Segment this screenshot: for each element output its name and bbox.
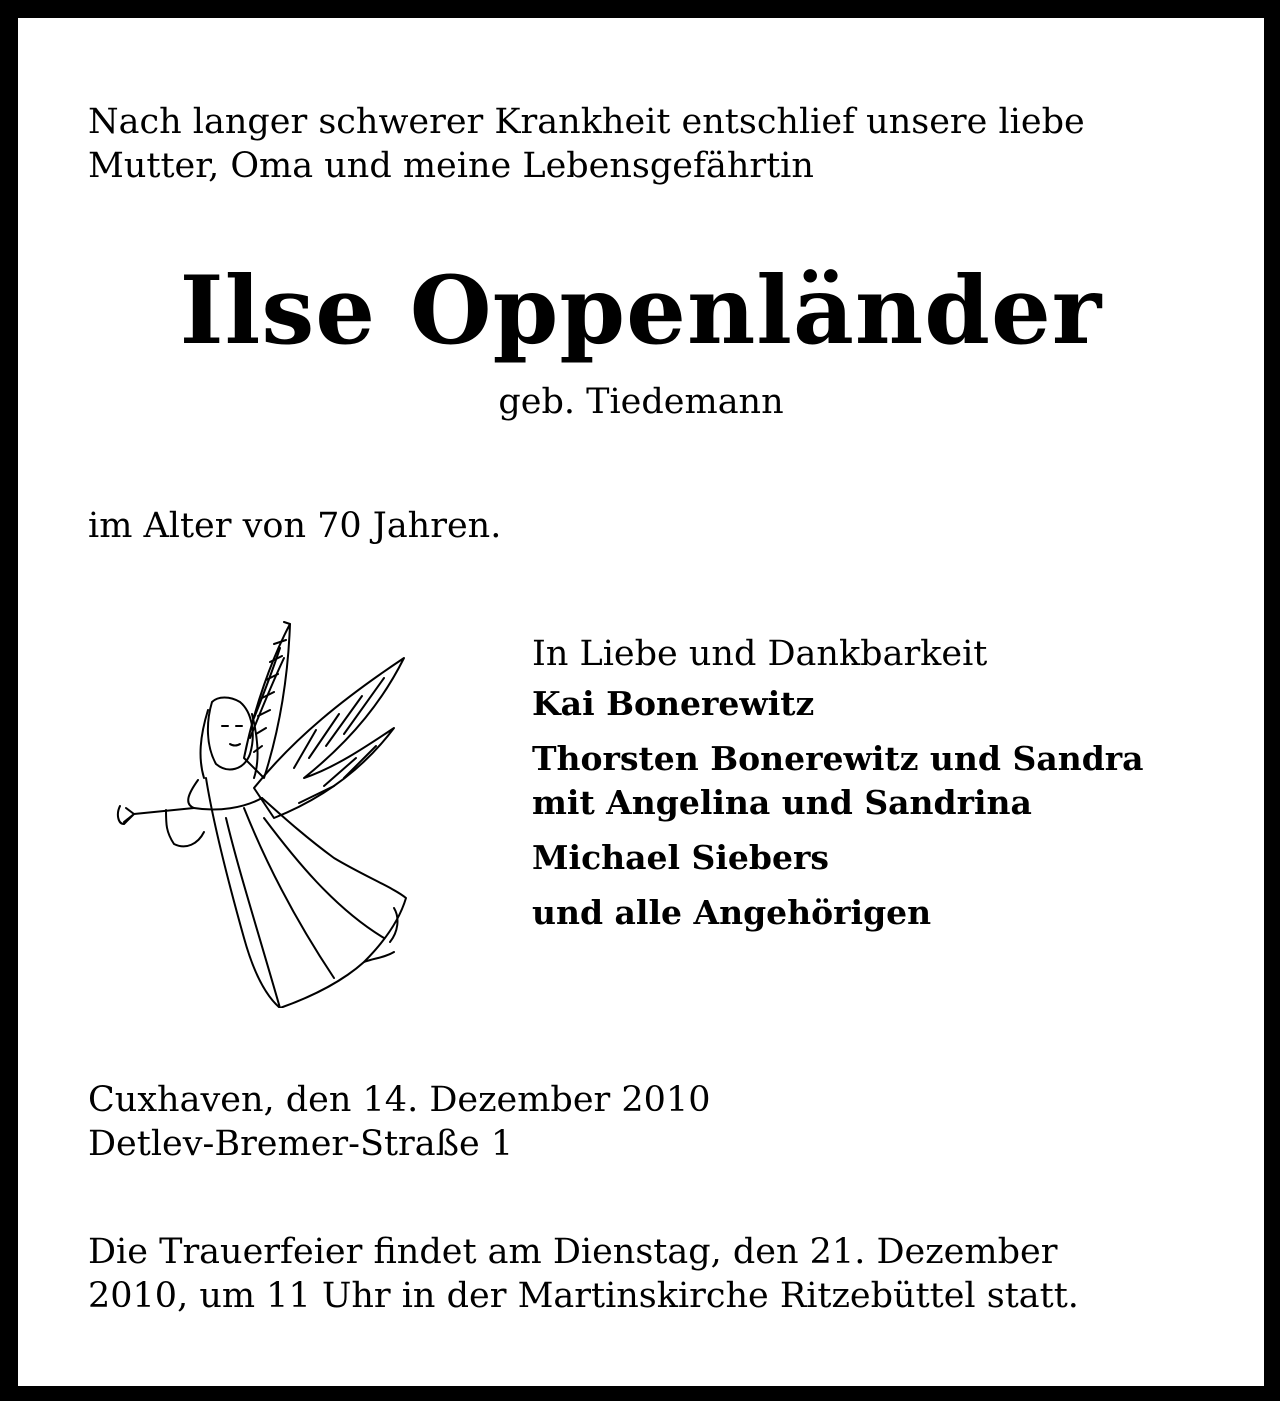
mourner-entry bbox=[532, 891, 1144, 935]
angel-robe bbox=[206, 778, 406, 1008]
angel-horn bbox=[118, 806, 194, 824]
intro-text bbox=[88, 100, 1085, 188]
intro-line: Mutter, Oma und meine Lebensgefährtin bbox=[88, 146, 814, 186]
mourner-line: Thorsten Bonerewitz und Sandra bbox=[532, 739, 1144, 778]
funeral-line: Die Trauerfeier findet am Dienstag, den 21. Dezember bbox=[88, 1232, 1058, 1272]
mourners-block bbox=[532, 632, 1144, 946]
place-and-address bbox=[88, 1078, 710, 1166]
funeral-info bbox=[88, 1230, 1079, 1318]
mourner-entry bbox=[532, 737, 1144, 825]
age-text: im Alter von 70 Jahren. bbox=[88, 506, 502, 546]
obituary-notice bbox=[18, 18, 1264, 1386]
mourner-line: mit Angelina und Sandrina bbox=[532, 783, 1032, 822]
deceased-name: Ilse Oppenländer bbox=[179, 256, 1103, 366]
thanks-heading: In Liebe und Dankbarkeit bbox=[532, 634, 988, 674]
angel-icon bbox=[94, 618, 414, 1008]
mourner-entry bbox=[532, 836, 1144, 880]
address-line: Detlev-Bremer-Straße 1 bbox=[88, 1124, 514, 1164]
birth-name: geb. Tiedemann bbox=[498, 382, 784, 422]
mourner-line: Michael Siebers bbox=[532, 838, 829, 877]
mourner-line: Kai Bonerewitz bbox=[532, 684, 815, 723]
mourner-entry bbox=[532, 682, 1144, 726]
intro-line: Nach langer schwerer Krankheit entschlief unsere liebe bbox=[88, 102, 1085, 142]
place-date-line: Cuxhaven, den 14. Dezember 2010 bbox=[88, 1080, 711, 1120]
mourner-line: und alle Angehörigen bbox=[532, 893, 932, 932]
funeral-line: 2010, um 11 Uhr in der Martinskirche Ritzebüttel statt. bbox=[88, 1276, 1079, 1316]
